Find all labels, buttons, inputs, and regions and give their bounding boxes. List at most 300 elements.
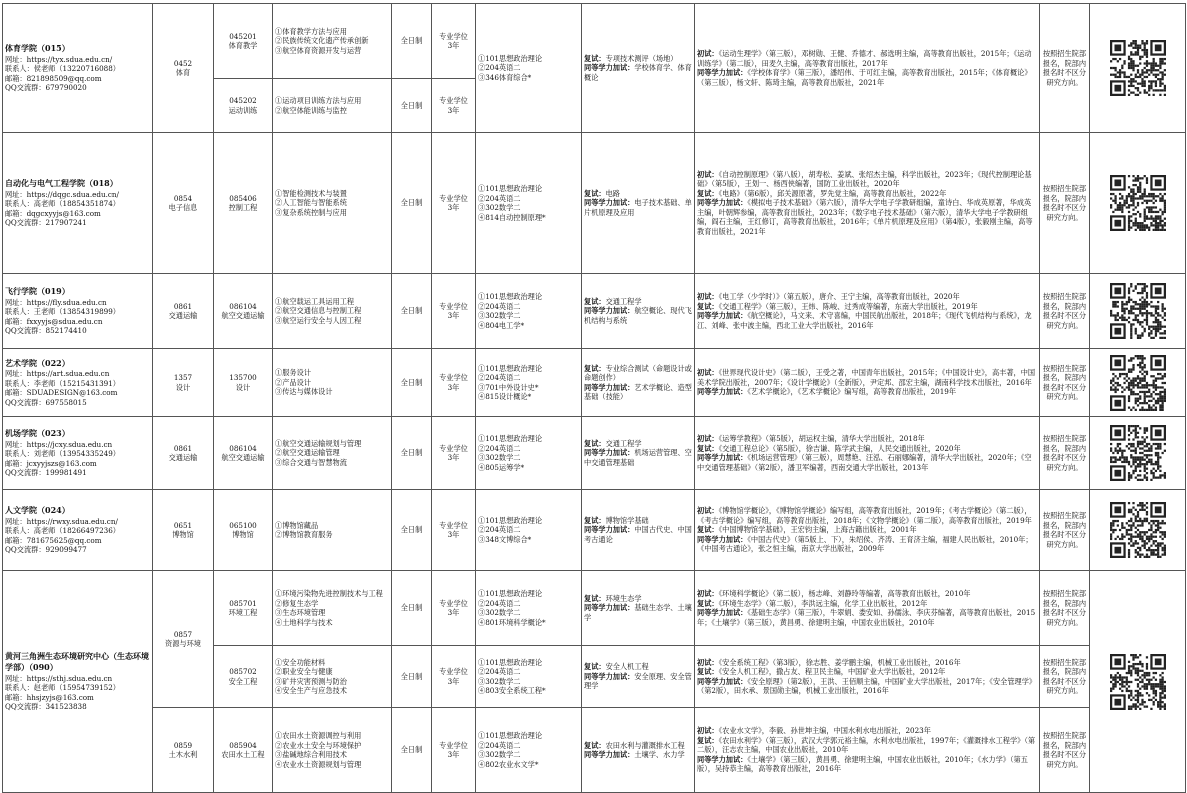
retest-subjects: [582, 490, 695, 571]
degree-type: [432, 571, 476, 646]
enrollment-note-text: 按照招生院部报名，院部内报名时不区分研究方向。: [1042, 657, 1087, 695]
research-directions-text: ①安全功能材料 ②职业安全与健康 ③矿井灾害预测与防治 ④安全生产与应急技术: [275, 657, 347, 695]
enrollment-note: [1040, 646, 1090, 708]
reference-value: 《电路》（第6版），邱关源原著，罗先觉主编，高等教育出版社，2022年: [718, 188, 947, 198]
institute-contact-line: 网址：https://jcxy.sdua.edu.cn: [5, 439, 113, 449]
retest-label: 同等学力加试：: [584, 198, 635, 208]
table-row: [3, 274, 1186, 349]
qr-code-cell: [1090, 274, 1186, 349]
study-mode-text: 全日制: [400, 525, 423, 535]
reference-label: 复试：: [697, 667, 719, 676]
retest-subjects: [582, 571, 695, 646]
discipline-code-name-text: 0859 土木水利: [168, 740, 198, 759]
major-code-name-text: 085701 环境工程: [228, 598, 258, 617]
qr-code-cell: [1090, 133, 1186, 274]
reference-books: [695, 133, 1040, 274]
institute-contact-line: 网址：https://art.sdua.edu.cn: [5, 369, 110, 379]
institute-contact-line: 邮箱：SDUADESIGN@163.com: [5, 388, 118, 398]
institute-contact-line: 联系人：侯老师（13220716088）: [5, 64, 120, 74]
institute-name: 飞行学院（019）: [5, 286, 70, 297]
reference-entry: [697, 198, 1037, 236]
reference-entry: [697, 677, 1037, 696]
discipline-code-name-text: 0857 资源与环境: [165, 629, 201, 648]
reference-label: 初试：: [697, 589, 719, 598]
major-code-name: [214, 4, 273, 79]
degree-type: [432, 79, 476, 133]
exam-subjects: [476, 274, 582, 349]
exam-subjects: [476, 646, 582, 708]
table-row: [3, 708, 1186, 793]
retest-label: 复试：: [584, 296, 606, 306]
exam-subjects: [476, 571, 582, 646]
reference-value: 《交通工程总论》（第5版），徐吉谦、陈学武主编，人民交通出版社，2020年: [718, 443, 961, 453]
study-mode: [392, 274, 432, 349]
institute-contact-line: QQ交流群：341523838: [5, 702, 87, 712]
research-directions-text: ①农田水土资源调控与利用 ②农业水土安全与环境保护 ③盐碱地综合利用技术 ④农业水土资源规划与管理: [275, 731, 362, 769]
reference-label: 复试：: [697, 443, 719, 453]
institute-cell: [3, 349, 153, 417]
degree-type: [432, 4, 476, 79]
reference-value: 《博物馆学概论》，《博物馆学概论》编写组，高等教育出版社，2019年；《考古学概论》（第二版），《考古学概论》编写组，高等教育出版社，2018年；《文物学概论》（第二版），高等教育出版社，2019年: [697, 506, 1032, 525]
reference-entry: [697, 292, 1037, 302]
reference-label: 初试：: [697, 726, 719, 736]
qr-code-icon: [1092, 283, 1183, 339]
reference-label: 同等学力加试：: [697, 676, 748, 686]
table-row: [3, 133, 1186, 274]
major-code-name-text: 086104 航空交通运输: [221, 443, 265, 462]
reference-value: 《学校体育学》（第三版），潘绍伟、于可红主编，高等教育出版社，2015年；《体育概论》（第三版），杨文轩、陈琦主编，高等教育出版社，2021年: [697, 68, 1032, 87]
retest-label: 复试：: [584, 515, 606, 525]
major-code-name: [214, 490, 273, 571]
institute-contact-line: 联系人：李老师（15215431391）: [5, 378, 120, 388]
retest-value: 安全原理、安全管理学: [584, 671, 692, 691]
institute-name: 体育学院（015）: [5, 43, 70, 54]
reference-books: [695, 349, 1040, 417]
reference-entry: [697, 667, 1037, 677]
retest-subjects: [582, 274, 695, 349]
major-code-name-text: 085904 农田水土工程: [221, 740, 265, 759]
table-row: [3, 4, 1186, 79]
reference-value: 《农业水文学》，李毅、孙世坤主编，中国水利水电出版社，2023年: [718, 726, 931, 736]
institute-contact-line: QQ交流群：929099477: [5, 545, 87, 555]
reference-label: 同等学力加试：: [697, 311, 748, 320]
reference-value: 《艺术学概论》，《艺术学概论》编写组，高等教育出版社，2019年: [747, 387, 957, 397]
discipline-code-name-text: 0452 体育: [173, 58, 193, 77]
discipline-code-name: [153, 708, 214, 793]
reference-label: 复试：: [697, 188, 719, 198]
study-mode-text: 全日制: [400, 603, 423, 613]
retest-subjects: [582, 349, 695, 417]
enrollment-note: [1040, 349, 1090, 417]
institute-contact-line: QQ交流群：679790020: [5, 83, 87, 93]
retest-label: 同等学力加试：: [584, 671, 635, 681]
exam-subjects: [476, 4, 582, 133]
retest-subjects: [582, 417, 695, 490]
reference-label: 初试：: [697, 657, 719, 667]
retest-entry: [584, 741, 692, 751]
research-directions: [273, 349, 392, 417]
major-code-name-text: 086104 航空交通运输: [221, 301, 265, 320]
exam-subjects-text: ①101思想政治理论 ②204英语二 ③701中外设计史* ④815设计概论*: [478, 363, 543, 401]
retest-entry: [584, 603, 692, 622]
retest-entry: [584, 383, 692, 402]
major-code-name-text: 045201 体育教学: [228, 31, 258, 50]
retest-value: 环境生态学: [605, 593, 642, 603]
enrollment-note-text: 按照招生院部报名，院部内报名时不区分研究方向。: [1042, 589, 1087, 627]
retest-subjects: [582, 708, 695, 793]
major-code-name: [214, 646, 273, 708]
retest-entry: [584, 54, 692, 64]
reference-label: 同等学力加试：: [697, 453, 748, 462]
major-code-name-text: 065100 博物馆: [229, 520, 257, 539]
table-row: [3, 490, 1186, 571]
discipline-code-name-text: 0651 博物馆: [172, 520, 194, 539]
degree-type: [432, 490, 476, 571]
study-mode: [392, 646, 432, 708]
study-mode-text: 全日制: [400, 198, 423, 208]
qr-code-icon: [1092, 40, 1183, 96]
retest-label: 复试：: [584, 188, 606, 198]
institute-contact-line: 联系人：高老师（18266497236）: [5, 526, 120, 536]
major-code-name-text: 135700 设计: [229, 373, 257, 392]
exam-subjects-text: ①101思想政治理论 ②204英语二 ③302数学二 ④803安全系统工程*: [478, 657, 546, 695]
institute-name: 艺术学院（022）: [5, 357, 70, 368]
reference-entry: [697, 444, 1037, 454]
research-directions-text: ①航空交通运输规划与管理 ②航空交通运输管理 ③综合交通与智慧物流: [275, 438, 362, 467]
reference-value: 《中国古代史》（第5版上、下），朱绍侯、齐涛、王育济主编，福建人民出版社，2010年；《中国考古通论》，张之恒主编，南京大学出版社，2009年: [697, 534, 1033, 554]
study-mode: [392, 349, 432, 417]
retest-value: 电子技术基础、单片机原理及应用: [584, 198, 692, 217]
institute-contact-line: 联系人：王老师（13854319899）: [5, 307, 120, 317]
enrollment-note-text: 按照招生院部报名，院部内报名时不区分研究方向。: [1042, 434, 1087, 472]
retest-label: 同等学力加试：: [584, 382, 635, 392]
qr-code-icon: [1092, 355, 1183, 411]
reference-value: 《电工学（少学时）》（第五版），唐介、王宁主编，高等教育出版社，2020年: [718, 292, 960, 301]
reference-label: 复试：: [697, 598, 719, 608]
study-mode-text: 全日制: [400, 306, 423, 316]
degree-type-text: 专业学位 3年: [439, 31, 468, 50]
exam-subjects: [476, 133, 582, 274]
degree-type-text: 专业学位 3年: [439, 598, 468, 617]
retest-subjects: [582, 4, 695, 133]
retest-subjects: [582, 133, 695, 274]
reference-entry: [697, 368, 1037, 387]
reference-value: 《世界现代设计史》（第二版），王受之著，中国青年出版社，2015年；《中国设计史》，高丰著，中国美术学院出版社，2007年；《设计学概论》（全新版），尹定邦、邵宏主编，湖南科学技术出版社，2016年: [697, 368, 1036, 387]
degree-type-text: 专业学位 3年: [439, 96, 468, 115]
reference-entry: [697, 589, 1037, 599]
enrollment-note: [1040, 571, 1090, 646]
reference-value: 《环境生态学》（第二版），李洪远主编，化学工业出版社，2012年: [718, 598, 928, 608]
reference-entry: [697, 453, 1037, 472]
degree-type-text: 专业学位 3年: [439, 667, 468, 686]
reference-value: 《模拟电子技术基础》（第六版），清华大学电子学教研组编，童诗白、华成英原著，华成英主编，叶朝辉参编，高等教育出版社，2023年；《数字电子技术基础》（第六版），清华大学电子学教研组编，阎石主编，王红修订，高等教育出版社，2016年；《单片机原理及应用》（第4版），张毅刚主编，高等教育出版社，2021年: [697, 198, 1033, 236]
exam-subjects-text: ①101思想政治理论 ②204英语二 ③302数学二 ④805运筹学*: [478, 434, 543, 472]
retest-value: 艺术学概论、造型基础（技能）: [584, 382, 692, 401]
discipline-code-name-text: 0854 电子信息: [168, 193, 198, 212]
enrollment-note-text: 按照招生院部报名，院部内报名时不区分研究方向。: [1042, 511, 1087, 549]
qr-code-cell: [1090, 417, 1186, 490]
enrollment-note-text: 按照招生院部报名，院部内报名时不区分研究方向。: [1042, 49, 1087, 87]
retest-label: 复试：: [584, 53, 606, 63]
discipline-code-name: [153, 133, 214, 274]
institute-contact-line: QQ交流群：217907241: [5, 218, 87, 228]
exam-subjects-text: ①101思想政治理论 ②204英语二 ③346体育综合*: [478, 53, 543, 82]
retest-value: 农田水利与灌溉排水工程: [605, 740, 685, 750]
retest-label: 复试：: [584, 593, 606, 603]
reference-label: 复试：: [697, 525, 719, 535]
discipline-code-name: [153, 349, 214, 417]
reference-books: [695, 417, 1040, 490]
qr-code-cell: [1090, 490, 1186, 571]
reference-books: [695, 571, 1040, 646]
institute-contact-line: QQ交流群：199981491: [5, 468, 87, 478]
degree-type-text: 专业学位 3年: [439, 373, 468, 392]
retest-value: 安全人机工程: [605, 662, 649, 672]
retest-entry: [584, 662, 692, 672]
institute-contact-line: 邮箱：hhsjzyjs@163.com: [5, 692, 94, 702]
retest-value: 土壤学、水力学: [634, 750, 685, 759]
reference-entry: [697, 726, 1037, 736]
retest-entry: [584, 198, 692, 217]
qr-code-cell: [1090, 4, 1186, 133]
institute-contact-line: 网址：https://tyx.sdua.edu.cn/: [5, 54, 113, 64]
research-directions-text: ①智能检测技术与装置 ②人工智能与智能系统 ③复杂系统控制与应用: [275, 188, 347, 217]
table-row: [3, 417, 1186, 490]
reference-label: 同等学力加试：: [697, 608, 748, 617]
institute-cell: [3, 4, 153, 133]
research-directions-text: ①博物馆藏品 ②博物馆教育服务: [275, 520, 333, 539]
institute-contact-line: 网址：https://fly.sdua.edu.cn: [5, 297, 107, 307]
institute-cell: [3, 490, 153, 571]
study-mode: [392, 571, 432, 646]
enrollment-note-text: 按照招生院部报名，院部内报名时不区分研究方向。: [1042, 292, 1087, 330]
reference-entry: [697, 736, 1037, 755]
study-mode: [392, 417, 432, 490]
discipline-code-name: [153, 417, 214, 490]
discipline-code-name: [153, 274, 214, 349]
major-code-name: [214, 349, 273, 417]
institute-contact-line: 联系人：高老师（18854351874）: [5, 199, 120, 209]
study-mode-text: 全日制: [400, 36, 423, 46]
major-code-name: [214, 274, 273, 349]
major-code-name-text: 085702 安全工程: [228, 667, 258, 686]
reference-entry: [697, 434, 1037, 444]
reference-books: [695, 646, 1040, 708]
degree-type: [432, 708, 476, 793]
degree-type: [432, 417, 476, 490]
retest-label: 复试：: [584, 438, 606, 448]
retest-label: 同等学力加试：: [584, 306, 635, 316]
reference-value: 《环境科学概论》（第二版），杨志峰、刘静玲等编著，高等教育出版社，2010年: [718, 589, 971, 598]
reference-value: 《机场运营管理》（第三版），周慧艳、汪泓、石丽娜编著，清华大学出版社，2020年；《空中交通管理基础》（第2版），潘卫军编著，西南交通大学出版社，2013年: [697, 453, 1032, 472]
degree-type-text: 专业学位 3年: [439, 193, 468, 212]
degree-type-text: 专业学位 3年: [439, 740, 468, 759]
qr-code-icon: [1092, 425, 1183, 481]
retest-value: 博物馆学基础: [605, 515, 649, 525]
institute-contact-line: 联系人：赵老师（15954739152）: [5, 683, 120, 693]
enrollment-note-text: 按照招生院部报名，院部内报名时不区分研究方向。: [1042, 731, 1087, 769]
retest-value: 专项技术测评（场地）: [605, 53, 678, 63]
enrollment-note-text: 按照招生院部报名，院部内报名时不区分研究方向。: [1042, 184, 1087, 222]
institute-contact-line: 联系人：刘老师（13954335249）: [5, 449, 120, 459]
enrollment-note: [1040, 274, 1090, 349]
discipline-code-name: [153, 4, 214, 133]
institute-contact-line: 邮箱：jcxyyjszs@163.com: [5, 458, 97, 468]
retest-entry: [584, 750, 692, 760]
reference-label: 同等学力加试：: [697, 754, 748, 764]
table-row: [3, 571, 1186, 646]
retest-entry: [584, 594, 692, 604]
major-code-name: [214, 417, 273, 490]
retest-label: 同等学力加试：: [584, 603, 635, 613]
reference-value: 《航空概论》，马文来、术守喜编，中国民航出版社，2018年；《现代飞机结构与系统》，龙江、刘峰、张中波主编，西北工业大学出版社，2016年: [697, 311, 1032, 330]
reference-entry: [697, 755, 1037, 774]
study-mode: [392, 708, 432, 793]
retest-entry: [584, 297, 692, 307]
exam-subjects: [476, 417, 582, 490]
retest-entry: [584, 448, 692, 467]
institute-name: 人文学院（024）: [5, 505, 70, 516]
retest-value: 机场运营管理、空中交通管理基础: [584, 448, 692, 467]
research-directions-text: ①体育教学方法与应用 ②民族传统文化遗产传承创新 ③航空体育资源开发与运营: [275, 26, 369, 55]
exam-subjects-text: ①101思想政治理论 ②204英语二 ③302数学二 ④814自动控制原理*: [478, 184, 546, 222]
exam-subjects: [476, 708, 582, 793]
major-code-name-text: 045202 运动训练: [228, 96, 258, 115]
enrollment-note-text: 按照招生院部报名，院部内报名时不区分研究方向。: [1042, 363, 1087, 401]
reference-value: 《自动控制原理》（第八版），胡寿松、姜斌、张绍杰主编，科学出版社，2023年；《现代控制理论基础》（第5版），王划一、杨西侠编著，国防工业出版社，2020年: [697, 169, 1032, 189]
enrollment-note: [1040, 133, 1090, 274]
reference-books: [695, 490, 1040, 571]
reference-entry: [697, 535, 1037, 554]
research-directions: [273, 274, 392, 349]
institute-cell: [3, 274, 153, 349]
reference-value: 《中国博物馆学基础》，王宏钧主编，上海古籍出版社，2001年: [718, 525, 917, 535]
retest-label: 同等学力加试：: [584, 63, 635, 73]
reference-label: 同等学力加试：: [697, 534, 748, 544]
institute-name: 自动化与电气工程学院（018）: [5, 178, 118, 189]
reference-label: 初试：: [697, 49, 719, 58]
reference-label: 初试：: [697, 292, 719, 301]
reference-entry: [697, 68, 1037, 87]
retest-value: 交通工程学: [605, 438, 642, 448]
reference-entry: [697, 387, 1037, 397]
retest-entry: [584, 525, 692, 544]
retest-value: 专业综合测试（命题设计或命题创作）: [584, 363, 692, 382]
retest-label: 同等学力加试：: [584, 448, 635, 458]
retest-label: 复试：: [584, 662, 606, 672]
reference-value: 《运动生理学》（第三版），邓树勋、王健、乔德才、郝选明主编，高等教育出版社，2015年；《运动训练学》（第二版），田麦久主编，高等教育出版社，2017年: [697, 49, 1032, 68]
enrollment-note: [1040, 490, 1090, 571]
research-directions-text: ①服务设计 ②产品设计 ③传达与媒体设计: [275, 368, 333, 397]
discipline-code-name-text: 0861 交通运输: [168, 301, 198, 320]
research-directions-text: ①环境污染物先进控制技术与工程 ②修复生态学 ③生态环境管理 ④土地科学与技术: [275, 589, 383, 627]
institute-cell: [3, 571, 153, 793]
reference-books: [695, 708, 1040, 793]
enrollment-note: [1040, 708, 1090, 793]
qr-code-icon: [1092, 502, 1183, 558]
reference-entry: [697, 302, 1037, 312]
retest-label: 同等学力加试：: [584, 525, 635, 535]
retest-label: 同等学力加试：: [584, 750, 635, 759]
research-directions: [273, 417, 392, 490]
retest-value: 航空概论、现代飞机结构与系统: [584, 306, 692, 325]
admissions-table: [2, 3, 1186, 793]
reference-value: 《安全人机工程》，撒占友、程卫民主编，中国矿业大学出版社，2012年: [718, 667, 946, 676]
reference-entry: [697, 525, 1037, 535]
reference-label: 初试：: [697, 434, 719, 443]
enrollment-note: [1040, 417, 1090, 490]
table-row: [3, 349, 1186, 417]
retest-entry: [584, 516, 692, 526]
major-code-name: [214, 79, 273, 133]
reference-entry: [697, 599, 1037, 609]
retest-value: 电路: [605, 188, 620, 198]
reference-label: 初试：: [697, 506, 719, 516]
major-code-name: [214, 133, 273, 274]
retest-value: 基础生态学、土壤学: [584, 603, 692, 622]
research-directions-text: ①航空载运工具运用工程 ②航空交通信息与控制工程 ③航空运行安全与人因工程: [275, 296, 362, 325]
reference-entry: [697, 608, 1037, 627]
exam-subjects-text: ①101思想政治理论 ②204英语二 ③302数学二 ④801环境科学概论*: [478, 589, 546, 627]
study-mode-text: 全日制: [400, 745, 423, 755]
reference-label: 同等学力加试：: [697, 198, 748, 208]
enrollment-note: [1040, 4, 1090, 133]
major-code-name: [214, 571, 273, 646]
institute-contact-line: QQ交流群：852174410: [5, 326, 87, 336]
retest-label: 复试：: [584, 740, 606, 750]
degree-type: [432, 274, 476, 349]
reference-label: 复试：: [697, 301, 719, 311]
institute-name: 机场学院（023）: [5, 428, 70, 439]
degree-type: [432, 646, 476, 708]
study-mode: [392, 490, 432, 571]
degree-type-text: 专业学位 3年: [439, 520, 468, 539]
reference-entry: [697, 170, 1037, 189]
retest-entry: [584, 439, 692, 449]
reference-entry: [697, 311, 1037, 330]
discipline-code-name: [153, 490, 214, 571]
study-mode-text: 全日制: [400, 100, 423, 110]
reference-value: 《交通工程学》（第三版），王炜、陈峻、过秀成等编著，东南大学出版社，2019年: [718, 301, 978, 311]
degree-type-text: 专业学位 3年: [439, 301, 468, 320]
study-mode: [392, 79, 432, 133]
reference-value: 《土壤学》（第三版），黄昌勇、徐建明主编，中国农业出版社，2010年；《水力学》（第五版），吴持恭主编，高等教育出版社，2016年: [697, 754, 1028, 774]
study-mode-text: 全日制: [400, 671, 423, 681]
exam-subjects-text: ①101思想政治理论 ②204英语二 ③348文博综合*: [478, 515, 543, 544]
research-directions: [273, 490, 392, 571]
retest-entry: [584, 672, 692, 691]
reference-label: 同等学力加试：: [697, 387, 748, 397]
study-mode-text: 全日制: [400, 377, 423, 387]
research-directions: [273, 79, 392, 133]
major-code-name: [214, 708, 273, 793]
qr-code-icon: [1092, 654, 1183, 710]
institute-contact-line: 邮箱：dqgcxyyjs@163.com: [5, 208, 101, 218]
institute-contact-line: 网址：https://rwxy.sdua.edu.cn/: [5, 516, 118, 526]
retest-value: 中国古代史、中国考古通论: [584, 525, 692, 544]
study-mode: [392, 133, 432, 274]
reference-entry: [697, 506, 1037, 525]
degree-type: [432, 133, 476, 274]
reference-label: 复试：: [697, 735, 719, 745]
research-directions: [273, 646, 392, 708]
institute-contact-line: 网址：https://sthj.sdua.edu.cn: [5, 673, 113, 683]
reference-label: 初试：: [697, 368, 719, 378]
study-mode: [392, 4, 432, 79]
research-directions-text: ①运动项目训练方法与应用 ②航空体能训练与监控: [275, 96, 362, 115]
exam-subjects: [476, 349, 582, 417]
reference-label: 同等学力加试：: [697, 68, 748, 77]
